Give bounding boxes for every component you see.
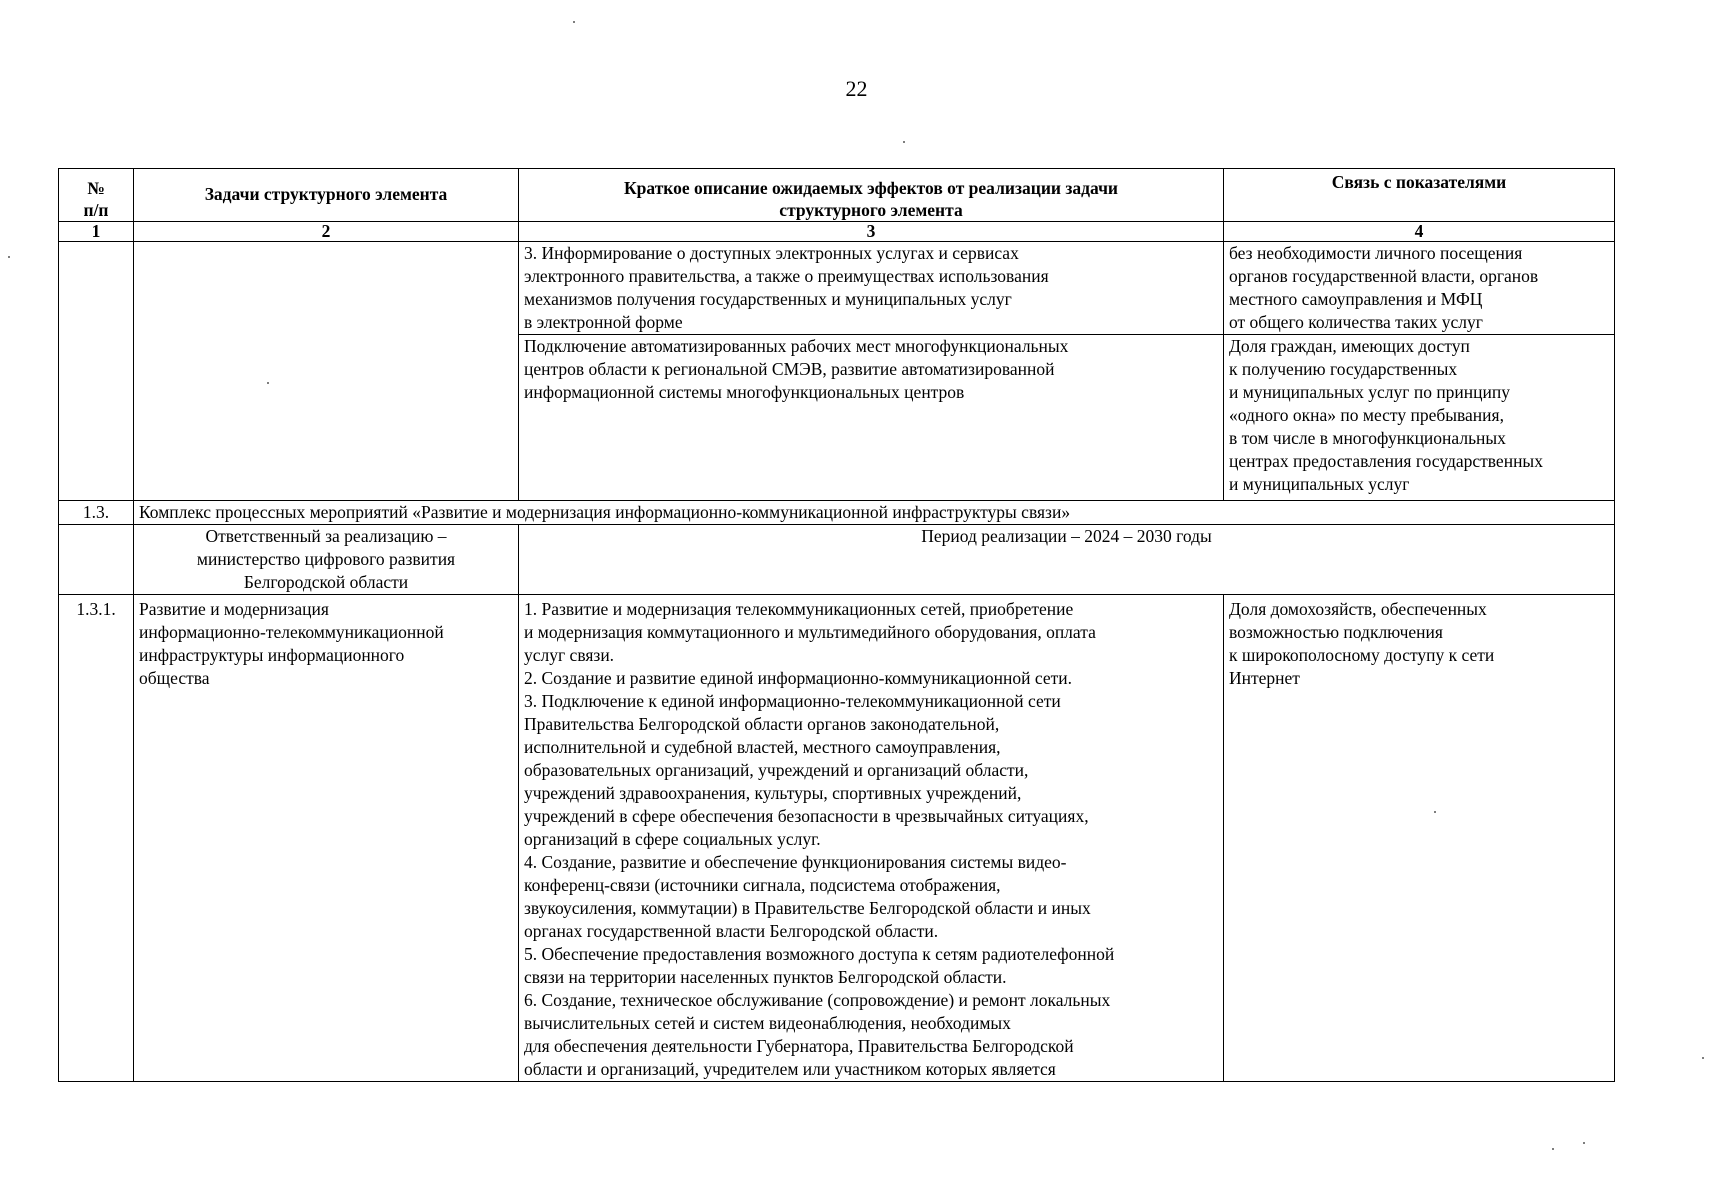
scan-speck: [903, 141, 905, 143]
indicator-cell: Доля граждан, имеющих доступ к получению государственных и муниципальных услуг по принципу «одного окна» по месту пребывания, в том числе в многофункциональных центрах предоставления государственных и муниципальных услуг: [1224, 335, 1615, 501]
header-link: Связь с показателями: [1224, 169, 1615, 222]
section-row: [59, 501, 1615, 525]
responsibility-row: [59, 525, 1615, 595]
scan-speck: [1702, 1057, 1704, 1059]
column-number-row: [59, 222, 1615, 242]
responsible-cell: Ответственный за реализацию – министерство цифрового развития Белгородской области: [134, 525, 519, 595]
effect-cell: 1. Развитие и модернизация телекоммуникационных сетей, приобретение и модернизация коммутационного и мультимедийного оборудования, оплата услуг связи. 2. Создание и развитие единой информационно-коммуникационной сети. 3. Подключение к единой информационно-телекоммуникационной сети Правительства Белгородской области органов законодательной, исполнительной и судебной властей, местного самоуправления, образовательных организаций, учреждений и организаций области, учреждений здравоохранения, культуры, спортивных учреждений, учреждений в сфере обеспечения безопасности в чрезвычайных ситуациях, организаций в сфере социальных услуг. 4. Создание, развитие и обеспечение функционирования системы видео- конференц-связи (источники сигнала, подсистема отображения, звукоусиления, коммутации) в Правительстве Белгородской области и иных органах государственной власти Белгородской области. 5. Обеспечение предоставления возможного доступа к сетям радиотелефонной связи на территории населенных пунктов Белгородской области. 6. Создание, техническое обслуживание (сопровождение) и ремонт локальных вычислительных сетей и систем видеонаблюдения, необходимых для обеспечения деятельности Губернатора, Правительства Белгородской области и организаций, учредителем или участником которых является: [519, 595, 1224, 1082]
responsible-num-empty: [59, 525, 134, 595]
column-number: 1: [59, 222, 134, 242]
scan-speck: [1434, 811, 1436, 813]
scan-speck: [8, 256, 10, 258]
table-row: [59, 242, 1615, 335]
header-task: Задачи структурного элемента: [134, 169, 519, 222]
row-num-empty: [59, 242, 134, 501]
header-num: № п/п: [59, 169, 134, 222]
column-number: 3: [519, 222, 1224, 242]
effect-cell: Подключение автоматизированных рабочих мест многофункциональных центров области к региональной СМЭВ, развитие автоматизированной информационной системы многофункциональных центров: [519, 335, 1224, 501]
scan-speck: [1583, 1142, 1585, 1144]
page-number: 22: [845, 76, 868, 101]
table-row: [59, 595, 1615, 1082]
indicator-cell: без необходимости личного посещения органов государственной власти, органов местного самоуправления и МФЦ от общего количества таких услуг: [1224, 242, 1615, 335]
effect-cell: 3. Информирование о доступных электронных услугах и сервисах электронного правительства, а также о преимуществах использования механизмов получения государственных и муниципальных услуг в электронной форме: [519, 242, 1224, 335]
column-number: 2: [134, 222, 519, 242]
row-task-empty: [134, 242, 519, 501]
header-effects: Краткое описание ожидаемых эффектов от реализации задачи структурного элемента: [519, 169, 1224, 222]
section-title: Комплекс процессных мероприятий «Развитие и модернизация информационно-коммуникационной инфраструктуры связи»: [134, 501, 1615, 525]
task-cell: Развитие и модернизация информационно-телекоммуникационной инфраструктуры информационного общества: [134, 595, 519, 1082]
indicator-cell: Доля домохозяйств, обеспеченных возможностью подключения к широкополосному доступу к сети Интернет: [1224, 595, 1615, 1082]
period-cell: Период реализации – 2024 – 2030 годы: [519, 525, 1615, 595]
section-number: 1.3.: [59, 501, 134, 525]
document-table: [58, 168, 1615, 1082]
row-number: 1.3.1.: [59, 595, 134, 1082]
table-header-row: [59, 169, 1615, 222]
column-number: 4: [1224, 222, 1615, 242]
scan-speck: [1552, 1148, 1554, 1150]
scan-speck: [267, 382, 269, 384]
scan-speck: [573, 21, 575, 23]
